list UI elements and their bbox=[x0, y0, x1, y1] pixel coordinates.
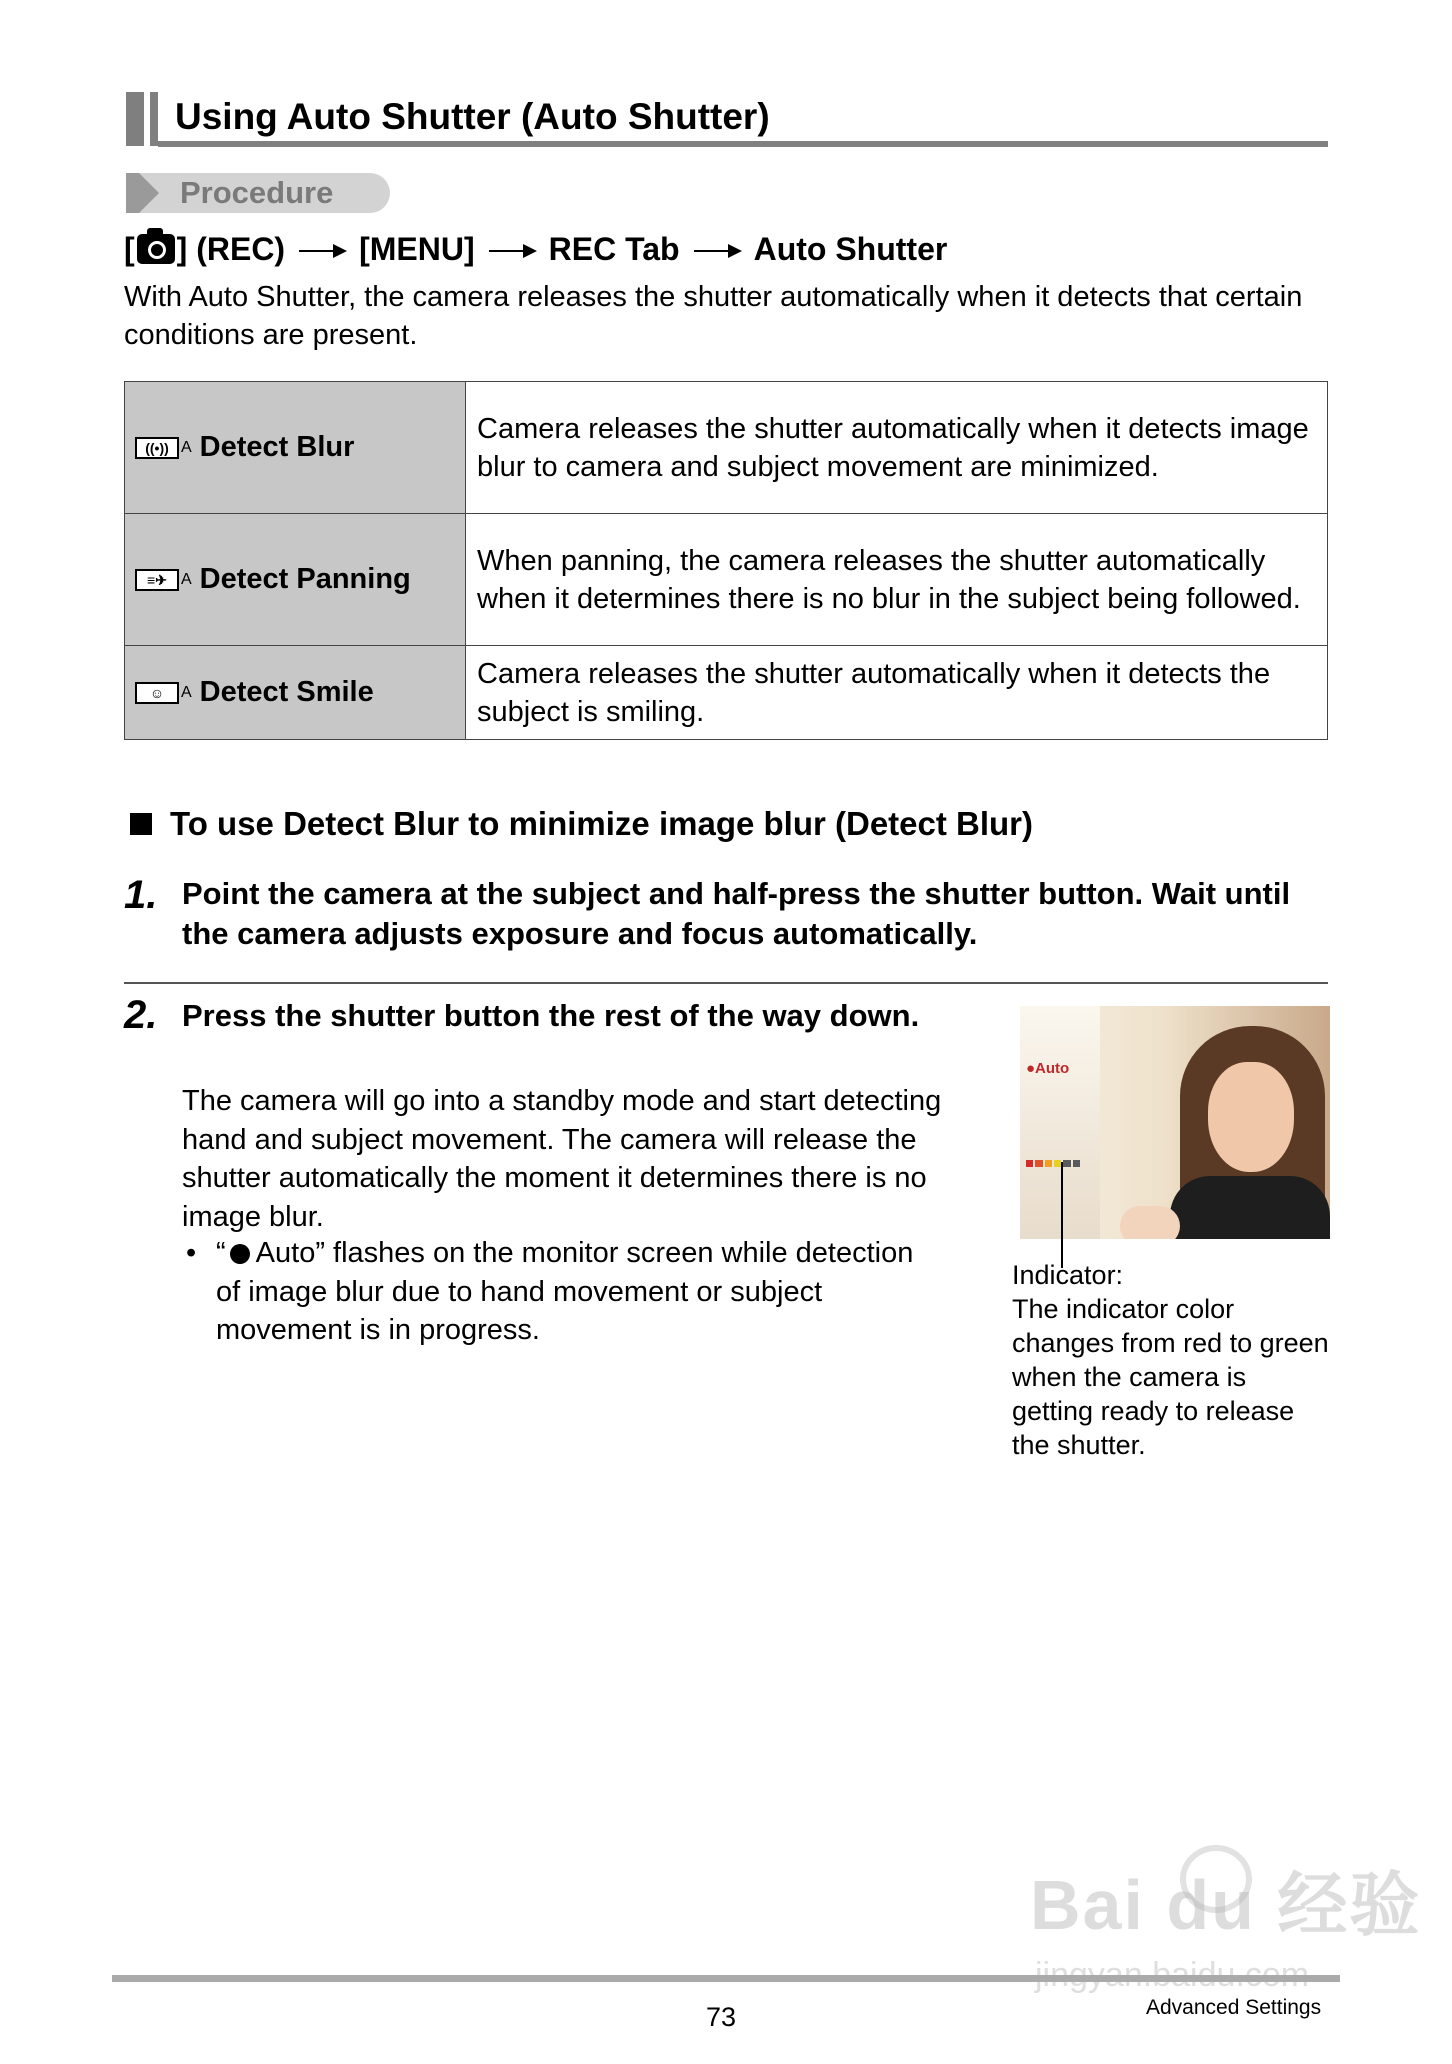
indicator-callout-line bbox=[1061, 1162, 1063, 1268]
detect-blur-icon: ((•)) bbox=[135, 437, 179, 459]
camera-icon bbox=[137, 234, 175, 264]
arrow-right-icon bbox=[299, 250, 345, 252]
menu-navigation-path bbox=[124, 225, 947, 273]
indicator-segment bbox=[1026, 1160, 1033, 1167]
step-body: The camera will go into a standby mode and start detecting hand and subject movement. The camera will release the shutter automatically the moment it determines there is no image blur. bbox=[182, 1085, 942, 1233]
page-title: Using Auto Shutter (Auto Shutter) bbox=[175, 96, 770, 137]
square-bullet-icon bbox=[130, 813, 152, 835]
indicator-caption bbox=[1012, 1258, 1332, 1462]
mode-label: Detect Blur bbox=[199, 430, 355, 463]
step-title: Point the camera at the subject and half-press the shutter button. Wait until the camera adjusts exposure and focus automatically. bbox=[182, 876, 1291, 951]
procedure-badge-bar bbox=[126, 173, 139, 213]
indicator-segment bbox=[1045, 1160, 1052, 1167]
section-heading-text: To use Detect Blur to minimize image blur (Detect Blur) bbox=[170, 805, 1034, 842]
photo-subject-face bbox=[1208, 1062, 1294, 1172]
table-row bbox=[125, 382, 1328, 514]
indicator-segment bbox=[1073, 1160, 1080, 1167]
mode-suffix: A bbox=[181, 571, 192, 589]
caption-title: Indicator: bbox=[1012, 1260, 1124, 1290]
auto-status-overlay: ●Auto bbox=[1026, 1060, 1070, 1077]
mode-description: Camera releases the shutter automatically when it detects the subject is smiling. bbox=[466, 646, 1328, 740]
procedure-label: Procedure bbox=[180, 175, 334, 210]
step-divider bbox=[124, 982, 1328, 984]
nav-auto-shutter: Auto Shutter bbox=[753, 231, 948, 267]
mode-suffix: A bbox=[181, 684, 192, 702]
arrow-right-icon bbox=[694, 250, 740, 252]
procedure-chevron-icon bbox=[139, 173, 159, 213]
table-row bbox=[125, 514, 1328, 646]
photo-window bbox=[1020, 1006, 1100, 1239]
title-accent-bar-thin bbox=[150, 92, 158, 146]
mode-description: Camera releases the shutter automatically when it detects image blur to camera and subject movement are minimized. bbox=[466, 382, 1328, 514]
bullet-note bbox=[216, 1234, 936, 1350]
table-row bbox=[125, 646, 1328, 740]
nav-rec-tab: REC Tab bbox=[548, 231, 680, 267]
photo-subject-hand bbox=[1120, 1206, 1180, 1239]
indicator-segment bbox=[1035, 1160, 1042, 1167]
bullet-marker: • bbox=[186, 1237, 197, 1269]
auto-shutter-modes-table bbox=[124, 381, 1328, 740]
mode-label-cell bbox=[125, 382, 466, 514]
mode-description: When panning, the camera releases the shutter automatically when it determines there is no blur in the subject being followed. bbox=[466, 514, 1328, 646]
step-title: Press the shutter button the rest of the way down. bbox=[182, 998, 920, 1033]
step-number: 2. bbox=[124, 993, 158, 1037]
bullet-open-quote: “ bbox=[216, 1237, 226, 1269]
mode-label: Detect Panning bbox=[199, 562, 411, 595]
record-dot-icon bbox=[230, 1244, 250, 1264]
title-underline bbox=[158, 141, 1328, 147]
mode-label-cell bbox=[125, 514, 466, 646]
mode-label: Detect Smile bbox=[199, 675, 374, 708]
watermark-logo: Bai du 经验 bbox=[1030, 1866, 1422, 1944]
blur-indicator-bar bbox=[1026, 1160, 1082, 1167]
footer-rule bbox=[112, 1975, 1340, 1982]
nav-menu: [MENU] bbox=[359, 231, 475, 267]
intro-paragraph: With Auto Shutter, the camera releases the shutter automatically when it detects that certain conditions are present. bbox=[124, 281, 1303, 351]
nav-rec: ] (REC) bbox=[176, 231, 286, 267]
footer-section-label: Advanced Settings bbox=[1146, 1996, 1322, 2019]
nav-open-bracket: [ bbox=[124, 231, 135, 267]
mode-suffix: A bbox=[181, 439, 192, 457]
photo-subject-body bbox=[1170, 1176, 1330, 1239]
title-accent-bar bbox=[126, 92, 144, 146]
section-heading bbox=[130, 800, 1033, 848]
bullet-note-text: Auto” flashes on the monitor screen while detection of image blur due to hand movement or subject movement is in progress. bbox=[216, 1237, 914, 1346]
page-number: 73 bbox=[706, 2002, 737, 2032]
mode-label-cell bbox=[125, 646, 466, 740]
monitor-example-photo bbox=[1020, 1006, 1330, 1239]
step-number: 1. bbox=[124, 873, 158, 917]
caption-text: The indicator color changes from red to green when the camera is getting ready to release the shutter. bbox=[1012, 1294, 1329, 1460]
indicator-segment bbox=[1063, 1160, 1070, 1167]
detect-panning-icon: ≡✈ bbox=[135, 569, 179, 591]
arrow-right-icon bbox=[489, 250, 535, 252]
detect-smile-icon: ☺ bbox=[135, 682, 179, 704]
